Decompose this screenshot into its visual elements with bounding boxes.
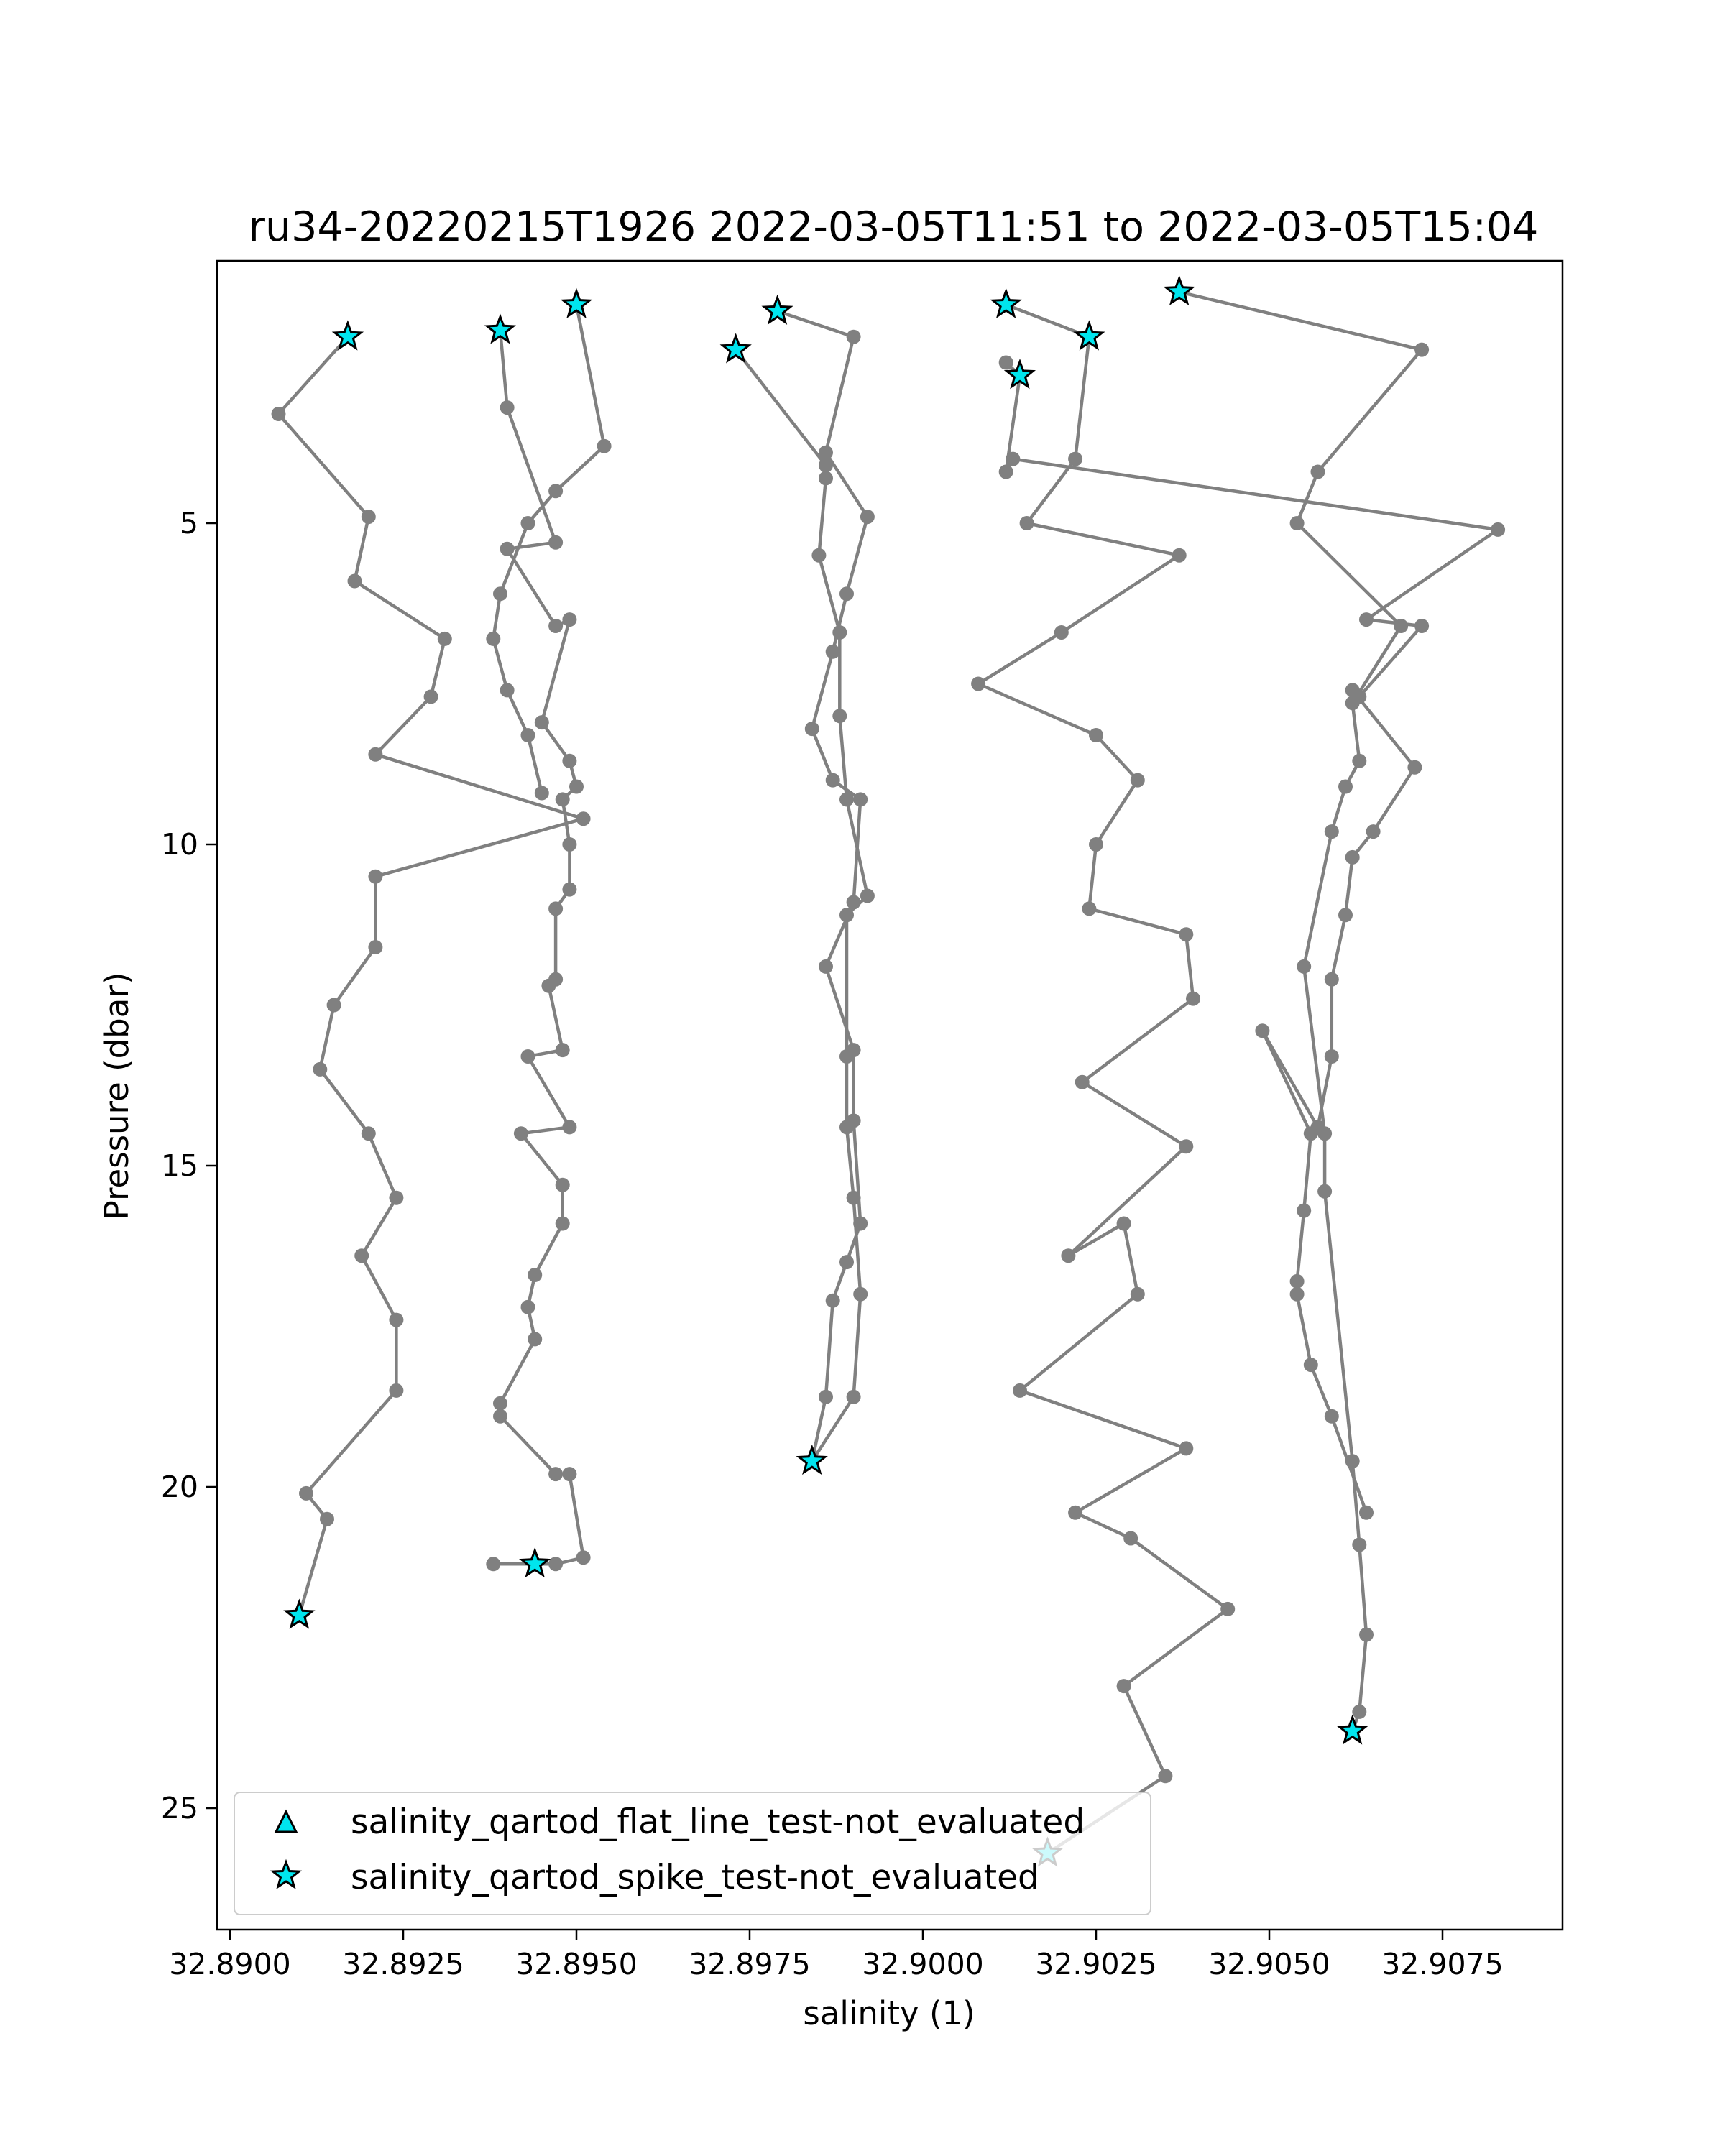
data-point [847, 330, 861, 344]
data-point [362, 1126, 376, 1141]
data-point [299, 1486, 313, 1501]
data-point [1394, 619, 1408, 633]
data-point [1359, 612, 1374, 627]
data-point [1290, 516, 1305, 530]
data-point [1068, 452, 1082, 466]
data-point [320, 1512, 334, 1526]
data-point [1346, 696, 1360, 710]
data-point [556, 792, 570, 806]
data-point [1325, 824, 1339, 839]
data-point [1158, 1769, 1172, 1783]
data-point [1414, 619, 1429, 633]
data-point [1352, 1538, 1366, 1552]
data-point [562, 754, 576, 768]
data-point [368, 747, 382, 762]
data-point [354, 1248, 369, 1263]
data-point [1317, 1126, 1332, 1141]
data-point [999, 356, 1013, 370]
data-point [493, 586, 507, 601]
data-point [1352, 754, 1366, 768]
data-point [1131, 1287, 1145, 1302]
data-point [1082, 901, 1096, 916]
y-tick-label: 10 [160, 827, 198, 862]
data-point [840, 792, 854, 806]
data-point [389, 1313, 403, 1327]
x-tick-label: 32.8925 [342, 1947, 464, 1981]
data-point [832, 709, 847, 723]
data-point [1359, 1628, 1374, 1642]
data-point [1061, 1248, 1075, 1263]
data-point [1297, 1204, 1311, 1218]
data-point [521, 516, 535, 530]
data-point [521, 1049, 535, 1064]
data-point [486, 632, 500, 646]
data-point [556, 1217, 570, 1231]
data-point [1414, 343, 1429, 357]
data-point [500, 400, 515, 415]
data-point [562, 883, 576, 897]
data-point [493, 1409, 507, 1424]
data-point [548, 484, 563, 498]
data-point [1359, 1506, 1374, 1520]
data-point [327, 998, 341, 1013]
data-point [548, 619, 563, 633]
data-point [362, 510, 376, 524]
data-point [1068, 1506, 1082, 1520]
data-point [556, 1043, 570, 1057]
data-point [500, 542, 515, 556]
data-point [853, 792, 868, 806]
data-point [1131, 773, 1145, 788]
data-point [1290, 1274, 1305, 1289]
data-point [493, 1396, 507, 1411]
legend [234, 1792, 1151, 1915]
x-tick-label: 32.9050 [1208, 1947, 1330, 1981]
data-point [1352, 1705, 1366, 1719]
data-point [438, 632, 452, 646]
y-tick-label: 15 [160, 1148, 198, 1183]
data-point [819, 1390, 833, 1404]
x-tick-label: 32.8950 [515, 1947, 638, 1981]
data-point [1407, 760, 1422, 775]
data-point [1338, 780, 1353, 794]
data-point [548, 535, 563, 550]
data-point [826, 1294, 840, 1308]
data-point [1338, 908, 1353, 922]
data-point [819, 959, 833, 974]
data-point [556, 1178, 570, 1192]
x-tick-label: 32.9075 [1381, 1947, 1504, 1981]
x-tick-label: 32.8975 [689, 1947, 811, 1981]
legend-item-spike [273, 1858, 1039, 1897]
data-point [528, 1332, 542, 1346]
data-point [562, 1467, 576, 1481]
data-point [313, 1062, 327, 1077]
data-point [1290, 1287, 1305, 1302]
x-tick-label: 32.9000 [862, 1947, 984, 1981]
data-point [819, 471, 833, 485]
data-point [500, 683, 515, 697]
data-point [535, 715, 549, 729]
data-point [860, 510, 875, 524]
data-point [1123, 1531, 1138, 1546]
data-point [548, 1467, 563, 1481]
data-point [840, 1120, 854, 1134]
data-point [569, 780, 584, 794]
data-point [597, 439, 612, 453]
data-point [847, 1390, 861, 1404]
data-point [1297, 959, 1311, 974]
data-point [999, 465, 1013, 479]
data-point [541, 979, 556, 993]
data-point [576, 811, 591, 826]
data-point [548, 901, 563, 916]
data-point [1054, 625, 1069, 640]
y-axis-label: Pressure (dbar) [98, 972, 136, 1220]
data-point [576, 1550, 591, 1565]
x-tick-label: 32.8900 [169, 1947, 291, 1981]
x-tick-label: 32.9025 [1035, 1947, 1157, 1981]
data-point [1317, 1184, 1332, 1199]
data-point [348, 574, 362, 589]
data-point [368, 870, 382, 884]
data-point [1255, 1023, 1269, 1038]
data-point [832, 625, 847, 640]
data-point [368, 940, 382, 954]
data-point [826, 645, 840, 659]
data-point [1179, 1441, 1193, 1455]
data-point [521, 728, 535, 742]
y-tick-label: 20 [160, 1470, 198, 1504]
legend-label-spike: salinity_qartod_spike_test-not_evaluated [351, 1858, 1039, 1897]
data-point [389, 1191, 403, 1205]
data-point [548, 1557, 563, 1571]
data-point [1117, 1679, 1131, 1693]
x-axis-label: salinity (1) [803, 1994, 975, 2032]
data-point [826, 773, 840, 788]
data-point [1346, 1454, 1360, 1468]
data-point [521, 1300, 535, 1314]
y-tick-label: 25 [160, 1791, 198, 1825]
data-point [1013, 1383, 1027, 1398]
y-tick-label: 5 [179, 506, 198, 540]
data-point [840, 1255, 854, 1269]
data-point [811, 548, 826, 563]
data-point [1179, 1139, 1193, 1153]
data-point [1006, 452, 1020, 466]
data-point [1325, 1409, 1339, 1424]
data-point [1179, 927, 1193, 941]
data-point [486, 1557, 500, 1571]
data-point [840, 1049, 854, 1064]
data-point [1186, 992, 1200, 1006]
data-point [562, 1120, 576, 1134]
data-point [1366, 824, 1381, 839]
data-point [562, 612, 576, 627]
data-point [1325, 1049, 1339, 1064]
data-point [1325, 972, 1339, 987]
data-point [1311, 465, 1325, 479]
data-point [1172, 548, 1187, 563]
data-point [389, 1383, 403, 1398]
data-point [847, 1191, 861, 1205]
data-point [805, 722, 819, 736]
data-point [853, 1287, 868, 1302]
data-point [424, 689, 438, 704]
data-point [272, 407, 286, 421]
data-point [1491, 522, 1505, 537]
data-point [1089, 728, 1103, 742]
data-point [528, 1268, 542, 1282]
data-point [1304, 1358, 1318, 1372]
data-point [535, 786, 549, 801]
data-point [562, 837, 576, 852]
data-point [1117, 1217, 1131, 1231]
data-point [971, 677, 985, 691]
data-point [860, 889, 875, 903]
data-point [819, 459, 833, 473]
data-point [1346, 850, 1360, 865]
legend-item-flat-line [276, 1802, 1085, 1842]
data-point [1075, 1075, 1090, 1089]
data-point [1020, 516, 1034, 530]
data-point [1220, 1602, 1235, 1616]
chart-title: ru34-20220215T1926 2022-03-05T11:51 to 2022-03-05T15:04 [248, 203, 1539, 251]
data-point [1089, 837, 1103, 852]
data-point [840, 586, 854, 601]
data-point [840, 908, 854, 922]
legend-label-flat-line: salinity_qartod_flat_line_test-not_evaluated [351, 1802, 1085, 1842]
data-point [514, 1126, 528, 1141]
data-point [1304, 1126, 1318, 1141]
